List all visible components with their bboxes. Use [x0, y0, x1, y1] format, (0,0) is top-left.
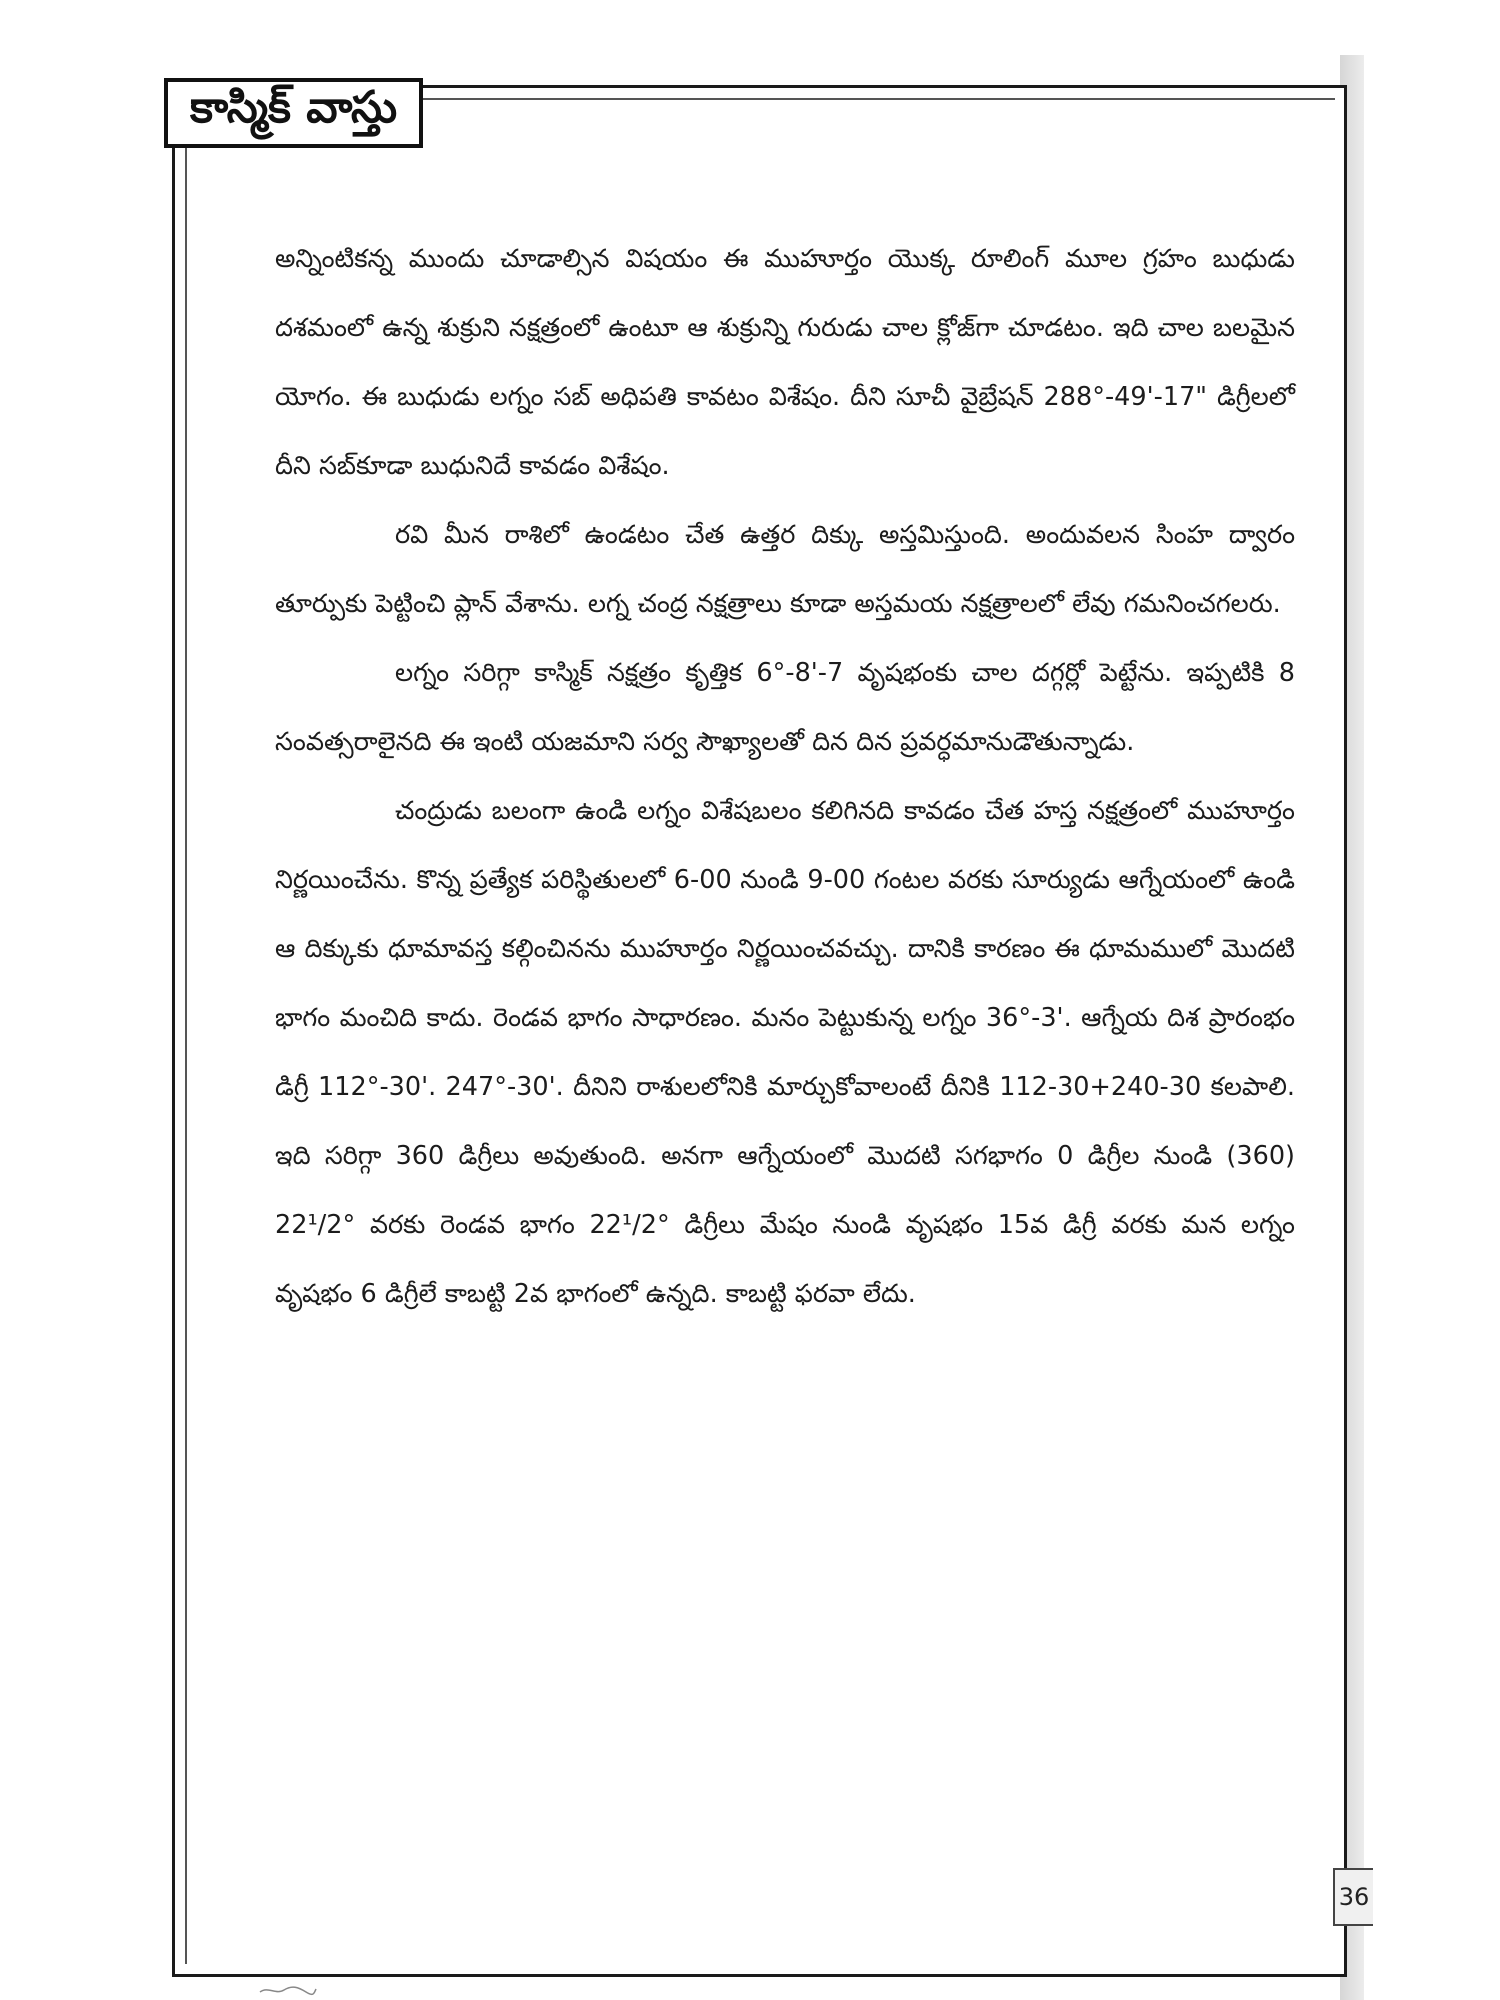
paragraph-4: చంద్రుడు బలంగా ఉండి లగ్నం విశేషబలం కలిగినది కావడం చేత హస్త నక్షత్రంలో ముహూర్తం నిర్ణయించేను. కొన్న ప్రత్యేక పరిస్థితులలో 6-00 నుండి 9-00 గంటల వరకు సూర్యుడు ఆగ్నేయంలో ఉండి ఆ దిక్కుకు ధూమావస్త కల్గించినను ముహూర్తం నిర్ణయించవచ్చు. దానికి కారణం ఈ ధూమములో మొదటి భాగం మంచిది కాదు. రెండవ భాగం సాధారణం. మనం పెట్టుకున్న లగ్నం 36°-3'. ఆగ్నేయ దిశ ప్రారంభం డిగ్రీ 112°-30'. 247°-30'. దీనిని రాశులలోనికి మార్చుకోవాలంటే దీనికి 112-30+240-30 కలపాలి. ఇది సరిగ్గా 360 డిగ్రీలు అవుతుంది. అనగా ఆగ్నేయంలో మొదటి సగభాగం 0 డిగ్రీల నుండి (360) 22¹/2° వరకు రెండవ భాగం 22¹/2° డిగ్రీలు మేషం నుండి వృషభం 15వ డిగ్రీ వరకు మన లగ్నం వృషభం 6 డిగ్రీలే కాబట్టి 2వ భాగంలో ఉన్నది. కాబట్టి ఫరవా లేదు.	[275, 796, 1295, 1309]
page-number: 36	[1338, 1883, 1370, 1911]
pen-mark-decoration	[258, 1984, 318, 1996]
page-title: కాస్మిక్ వాస్తు	[190, 82, 398, 133]
paragraph-2: రవి మీన రాశిలో ఉండటం చేత ఉత్తర దిక్కు అస్తమిస్తుంది. అందువలన సింహ ద్వారం తూర్పుకు పెట్టించి ప్లాన్ వేశాను. లగ్న చంద్ర నక్షత్రాలు కూడా అస్తమయ నక్షత్రాలలో లేవు గమనించగలరు.	[275, 520, 1295, 619]
header-tab	[164, 78, 423, 148]
page-number-tab	[1333, 1868, 1373, 1926]
body-text	[275, 225, 1295, 1329]
paragraph-1: అన్నింటికన్న ముందు చూడాల్సిన విషయం ఈ ముహూర్తం యొక్క రూలింగ్ మూల గ్రహం బుధుడు దశమంలో ఉన్న శుక్రుని నక్షత్రంలో ఉంటూ ఆ శుక్రున్ని గురుడు చాల క్లోజ్‌గా చూడటం. ఇది చాల బలమైన యోగం. ఈ బుధుడు లగ్నం సబ్ అధిపతి కావటం విశేషం. దీని సూచీ వైబ్రేషన్ 288°-49'-17" డిగ్రీలలో దీని సబ్‌కూడా బుధునిదే కావడం విశేషం.	[275, 244, 1295, 481]
paragraph-3: లగ్నం సరిగ్గా కాస్మిక్ నక్షత్రం కృత్తిక 6°-8'-7 వృషభంకు చాల దగ్గర్లో పెట్టేను. ఇప్పటికి 8 సంవత్సరాలైనది ఈ ఇంటి యజమాని సర్వ సౌఖ్యాలతో దిన దిన ప్రవర్ధమానుడౌతున్నాడు.	[275, 658, 1295, 757]
